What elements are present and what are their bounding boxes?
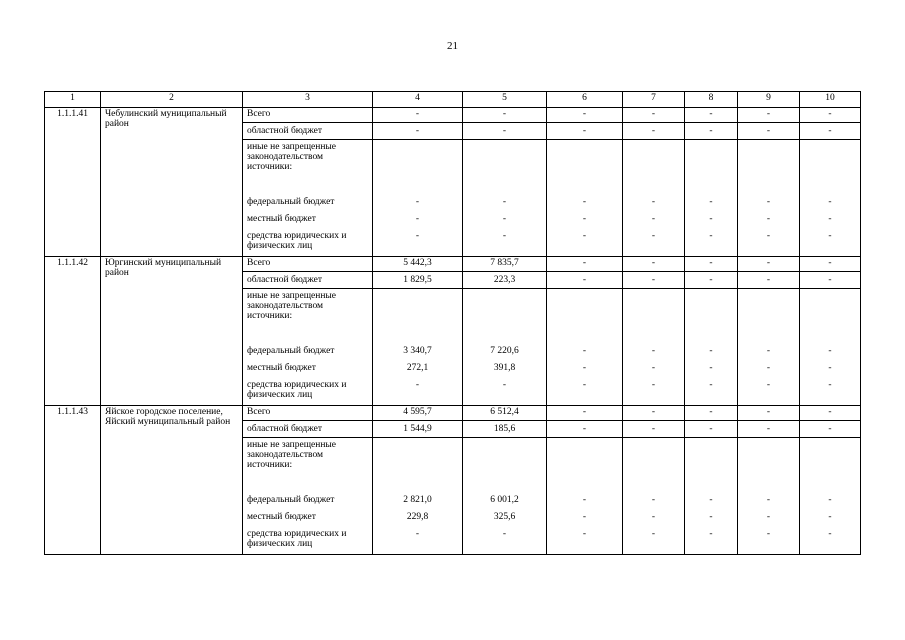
municipality-name: Чебулинский муниципальный район: [101, 108, 243, 257]
value-cell: -: [685, 228, 738, 257]
value-cell: 391,8: [463, 360, 547, 377]
value-cell: -: [373, 123, 463, 140]
value-cell: [463, 289, 547, 344]
value-cell: -: [800, 194, 861, 211]
value-cell: -: [800, 509, 861, 526]
value-cell: -: [738, 228, 800, 257]
value-cell: -: [738, 492, 800, 509]
value-cell: 1 544,9: [373, 421, 463, 438]
funding-source-label: иные не запрещенные законодательством источники:: [243, 289, 373, 344]
row-code: 1.1.1.43: [45, 406, 101, 555]
value-cell: -: [547, 406, 623, 421]
value-cell: -: [463, 377, 547, 406]
column-header: 3: [243, 92, 373, 108]
column-header: 8: [685, 92, 738, 108]
value-cell: -: [738, 421, 800, 438]
value-cell: -: [623, 406, 685, 421]
funding-source-label: иные не запрещенные законодательством источники:: [243, 140, 373, 195]
value-cell: -: [800, 526, 861, 555]
value-cell: -: [738, 406, 800, 421]
value-cell: -: [623, 526, 685, 555]
value-cell: -: [738, 360, 800, 377]
value-cell: [738, 140, 800, 195]
value-cell: -: [547, 360, 623, 377]
value-cell: [685, 289, 738, 344]
value-cell: -: [685, 108, 738, 123]
value-cell: 7 835,7: [463, 257, 547, 272]
value-cell: 5 442,3: [373, 257, 463, 272]
value-cell: -: [685, 211, 738, 228]
value-cell: -: [547, 377, 623, 406]
value-cell: -: [547, 123, 623, 140]
value-cell: -: [463, 194, 547, 211]
municipality-name: Яйское городское поселение, Яйский муниципальный район: [101, 406, 243, 555]
value-cell: -: [738, 194, 800, 211]
value-cell: 223,3: [463, 272, 547, 289]
value-cell: [685, 140, 738, 195]
value-cell: 1 829,5: [373, 272, 463, 289]
value-cell: -: [738, 211, 800, 228]
value-cell: -: [463, 211, 547, 228]
value-cell: -: [685, 509, 738, 526]
header-row: [45, 92, 861, 108]
value-cell: -: [547, 194, 623, 211]
value-cell: -: [623, 194, 685, 211]
value-cell: -: [373, 228, 463, 257]
value-cell: -: [547, 343, 623, 360]
column-header: 5: [463, 92, 547, 108]
value-cell: -: [738, 526, 800, 555]
value-cell: -: [685, 257, 738, 272]
value-cell: -: [547, 272, 623, 289]
value-cell: -: [463, 108, 547, 123]
value-cell: -: [623, 272, 685, 289]
table-body: [45, 108, 861, 555]
funding-source-label: средства юридических и физических лиц: [243, 526, 373, 555]
value-cell: -: [463, 526, 547, 555]
funding-source-label: средства юридических и физических лиц: [243, 228, 373, 257]
value-cell: -: [547, 509, 623, 526]
value-cell: -: [623, 492, 685, 509]
value-cell: -: [685, 360, 738, 377]
value-cell: -: [623, 360, 685, 377]
value-cell: -: [738, 343, 800, 360]
table-row: [45, 108, 861, 123]
value-cell: [623, 438, 685, 493]
funding-source-label: иные не запрещенные законодательством источники:: [243, 438, 373, 493]
column-header: 2: [101, 92, 243, 108]
funding-source-label: областной бюджет: [243, 421, 373, 438]
funding-source-label: местный бюджет: [243, 509, 373, 526]
value-cell: [738, 438, 800, 493]
value-cell: [373, 140, 463, 195]
value-cell: -: [738, 257, 800, 272]
value-cell: 272,1: [373, 360, 463, 377]
budget-table: [44, 91, 861, 555]
value-cell: 325,6: [463, 509, 547, 526]
column-header: 10: [800, 92, 861, 108]
value-cell: -: [685, 526, 738, 555]
value-cell: -: [373, 211, 463, 228]
value-cell: -: [547, 526, 623, 555]
value-cell: -: [463, 228, 547, 257]
value-cell: -: [800, 257, 861, 272]
value-cell: 7 220,6: [463, 343, 547, 360]
value-cell: -: [800, 377, 861, 406]
value-cell: -: [623, 377, 685, 406]
value-cell: -: [463, 123, 547, 140]
value-cell: [373, 438, 463, 493]
value-cell: -: [373, 526, 463, 555]
value-cell: 3 340,7: [373, 343, 463, 360]
table-row: [45, 406, 861, 421]
funding-source-label: областной бюджет: [243, 272, 373, 289]
value-cell: -: [800, 272, 861, 289]
value-cell: -: [373, 377, 463, 406]
value-cell: [547, 438, 623, 493]
value-cell: [685, 438, 738, 493]
value-cell: -: [685, 377, 738, 406]
value-cell: -: [738, 377, 800, 406]
value-cell: [463, 438, 547, 493]
value-cell: -: [547, 228, 623, 257]
value-cell: -: [685, 406, 738, 421]
value-cell: [373, 289, 463, 344]
value-cell: [800, 140, 861, 195]
value-cell: -: [800, 343, 861, 360]
column-header: 7: [623, 92, 685, 108]
value-cell: [738, 289, 800, 344]
value-cell: -: [373, 108, 463, 123]
value-cell: -: [738, 108, 800, 123]
value-cell: -: [623, 257, 685, 272]
value-cell: [463, 140, 547, 195]
value-cell: [623, 289, 685, 344]
column-header: 1: [45, 92, 101, 108]
value-cell: -: [738, 123, 800, 140]
value-cell: -: [685, 343, 738, 360]
value-cell: [800, 289, 861, 344]
value-cell: -: [738, 509, 800, 526]
funding-source-label: Всего: [243, 406, 373, 421]
value-cell: -: [623, 211, 685, 228]
value-cell: 2 821,0: [373, 492, 463, 509]
value-cell: -: [623, 228, 685, 257]
funding-source-label: Всего: [243, 108, 373, 123]
value-cell: -: [623, 123, 685, 140]
value-cell: -: [547, 492, 623, 509]
municipality-name: Юргинский муниципальный район: [101, 257, 243, 406]
value-cell: 185,6: [463, 421, 547, 438]
value-cell: -: [547, 257, 623, 272]
funding-source-label: местный бюджет: [243, 360, 373, 377]
value-cell: -: [685, 272, 738, 289]
funding-source-label: федеральный бюджет: [243, 194, 373, 211]
value-cell: -: [547, 421, 623, 438]
page-number: 21: [447, 40, 458, 52]
value-cell: 6 001,2: [463, 492, 547, 509]
value-cell: -: [623, 343, 685, 360]
value-cell: -: [623, 509, 685, 526]
value-cell: -: [800, 228, 861, 257]
table-row: [45, 257, 861, 272]
value-cell: -: [547, 108, 623, 123]
value-cell: -: [800, 211, 861, 228]
value-cell: -: [685, 123, 738, 140]
value-cell: -: [547, 211, 623, 228]
value-cell: -: [800, 360, 861, 377]
value-cell: -: [800, 406, 861, 421]
value-cell: [623, 140, 685, 195]
column-header: 4: [373, 92, 463, 108]
funding-source-label: областной бюджет: [243, 123, 373, 140]
value-cell: -: [800, 108, 861, 123]
value-cell: [800, 438, 861, 493]
funding-source-label: местный бюджет: [243, 211, 373, 228]
value-cell: -: [738, 272, 800, 289]
value-cell: -: [685, 194, 738, 211]
row-code: 1.1.1.42: [45, 257, 101, 406]
value-cell: [547, 140, 623, 195]
column-header: 6: [547, 92, 623, 108]
value-cell: [547, 289, 623, 344]
funding-source-label: федеральный бюджет: [243, 492, 373, 509]
value-cell: 6 512,4: [463, 406, 547, 421]
funding-source-label: средства юридических и физических лиц: [243, 377, 373, 406]
value-cell: -: [623, 108, 685, 123]
row-code: 1.1.1.41: [45, 108, 101, 257]
value-cell: -: [800, 123, 861, 140]
value-cell: -: [685, 492, 738, 509]
funding-source-label: Всего: [243, 257, 373, 272]
funding-source-label: федеральный бюджет: [243, 343, 373, 360]
value-cell: -: [800, 421, 861, 438]
value-cell: -: [373, 194, 463, 211]
value-cell: -: [800, 492, 861, 509]
column-header: 9: [738, 92, 800, 108]
value-cell: -: [623, 421, 685, 438]
value-cell: 229,8: [373, 509, 463, 526]
value-cell: 4 595,7: [373, 406, 463, 421]
value-cell: -: [685, 421, 738, 438]
